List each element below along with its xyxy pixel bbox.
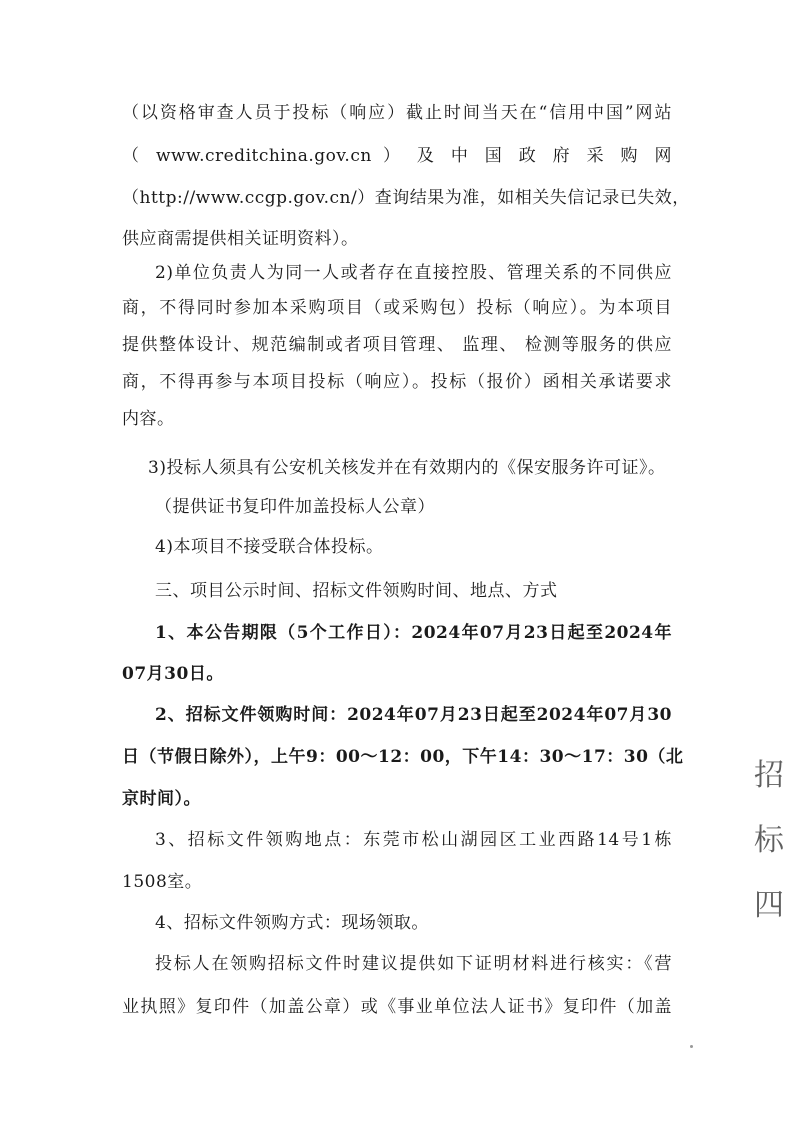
seal-stamp-char: 四 xyxy=(754,888,784,923)
paragraph-line: （提供证书复印件加盖投标人公章） xyxy=(155,497,435,517)
paragraph-line: 07月30日。 xyxy=(122,664,224,684)
paragraph-line: （以资格审查人员于投标（响应）截止时间当天在“信用中国”网站 xyxy=(122,103,672,123)
scan-speck xyxy=(690,1045,693,1048)
paragraph-line: （http://www.ccgp.gov.cn/）查询结果为准，如相关失信记录已失效， xyxy=(122,188,690,208)
paragraph-line: 1508室。 xyxy=(122,872,203,892)
paragraph-line: 商，不得再参与本项目投标（响应）。投标（报价）函相关承诺要求 xyxy=(122,372,672,392)
paragraph-line: 2)单位负责人为同一人或者存在直接控股、管理关系的不同供应 xyxy=(155,263,672,283)
paragraph-line: 供应商需提供相关证明资料）。 xyxy=(122,229,359,249)
seal-stamp-char: 标 xyxy=(754,823,784,858)
paragraph-line: 日（节假日除外），上午9：00～12：00，下午14：30～17：30（北 xyxy=(122,747,684,767)
paragraph-line: 4)本项目不接受联合体投标。 xyxy=(155,537,384,557)
paragraph-line: 3、招标文件领购地点：东莞市松山湖园区工业西路14号1栋 xyxy=(155,830,672,850)
paragraph-line: 投标人在领购招标文件时建议提供如下证明材料进行核实：《营 xyxy=(155,954,672,974)
paragraph-line: 1、本公告期限（5个工作日）：2024年07月23日起至2024年 xyxy=(155,623,672,643)
paragraph-line: 内容。 xyxy=(122,409,175,429)
paragraph-line: 提供整体设计、规范编制或者项目管理、 监理、 检测等服务的供应 xyxy=(122,335,672,355)
paragraph-line: 京时间）。 xyxy=(122,789,201,809)
paragraph-line: 2、招标文件领购时间：2024年07月23日起至2024年07月30 xyxy=(155,705,672,725)
seal-stamp-char: 招 xyxy=(754,758,784,793)
paragraph-line: （ www.creditchina.gov.cn ） 及 中 国 政 府 采 购 网 xyxy=(122,146,672,166)
paragraph-line: 商，不得同时参加本采购项目（或采购包）投标（响应）。为本项目 xyxy=(122,298,672,318)
paragraph-line: 业执照》复印件（加盖公章）或《事业单位法人证书》复印件（加盖 xyxy=(122,997,672,1017)
paragraph-line: 3)投标人须具有公安机关核发并在有效期内的《保安服务许可证》。 xyxy=(148,458,666,478)
section-heading: 三、项目公示时间、招标文件领购时间、地点、方式 xyxy=(155,581,558,601)
paragraph-line: 4、招标文件领购方式：现场领取。 xyxy=(155,913,429,933)
